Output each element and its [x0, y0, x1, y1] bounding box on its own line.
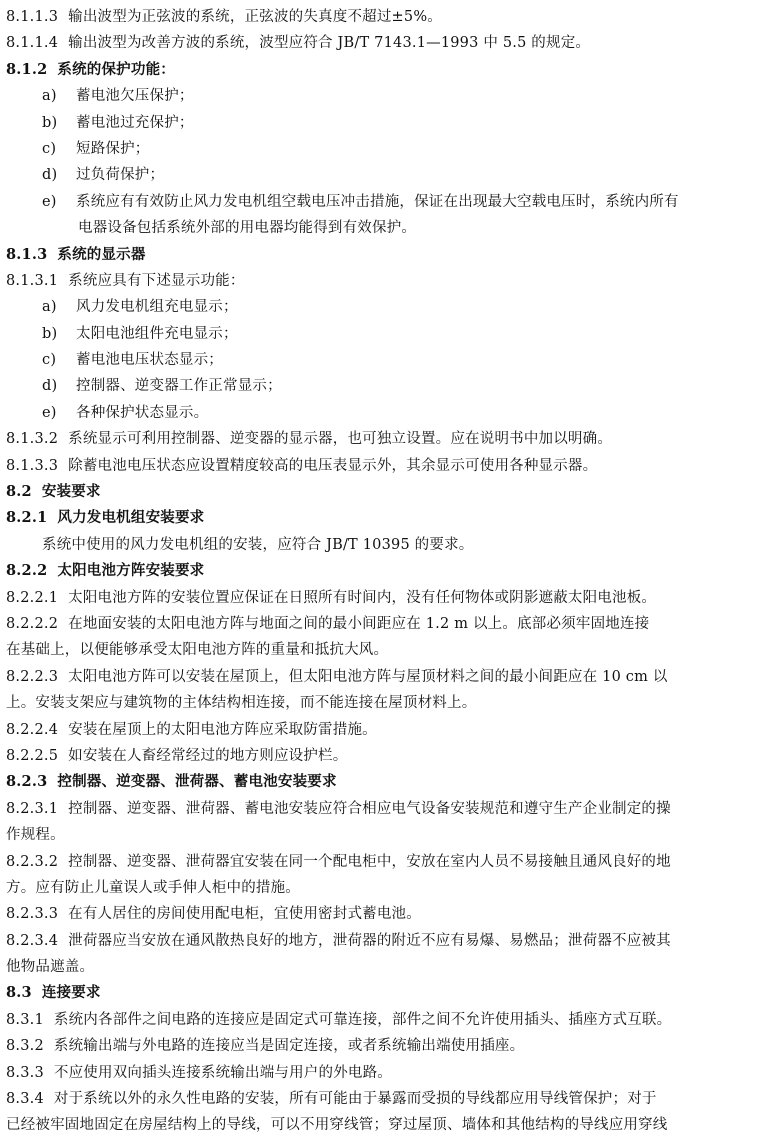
clause-8-2-2-3: [6, 664, 755, 690]
list-text: 过负荷保护；: [76, 167, 165, 184]
clause-text: 太阳电池方阵的安装位置应保证在日照所有时间内，没有任何物体或阴影遮蔽太阳电池板。: [68, 589, 657, 606]
paragraph-text: 系统中使用的风力发电机组的安装，应符合 JB/T 10395 的要求。: [42, 536, 474, 553]
list-item: [6, 83, 755, 109]
clause-number: 8.3.4: [6, 1091, 44, 1108]
clause-8-2-3-4: [6, 928, 755, 954]
list-label: d): [42, 378, 58, 395]
clause-number: 8.3.2: [6, 1038, 44, 1055]
clause-number: 8.2.3: [6, 773, 48, 791]
clause-number: 8.3: [6, 984, 32, 1002]
clause-8-2-3-3: [6, 901, 755, 927]
clause-8-2-3-2: [6, 849, 755, 875]
clause-8-1-1-3: [6, 4, 755, 30]
clause-text: 对于系统以外的永久性电路的安装，所有可能由于暴露而受损的导线都应用导线管保护；对于: [53, 1091, 657, 1108]
clause-text: 安装在屋顶上的太阳电池方阵应采取防雷措施。: [68, 721, 377, 738]
clause-number: 8.2: [6, 483, 32, 501]
clause-8-3-4: [6, 1086, 755, 1112]
clause-8-2-2-2: [6, 611, 755, 637]
clause-number: 8.2.2.3: [6, 668, 59, 685]
continuation-line: [6, 875, 755, 901]
clause-number: 8.2.3.2: [6, 853, 59, 870]
clause-number: 8.1.3.2: [6, 431, 59, 448]
clause-text: 控制器、逆变器、泄荷器、蓄电池安装应符合相应电气设备安装规范和遵守生产企业制定的操: [68, 800, 671, 817]
clause-text: 在地面安装的太阳电池方阵与地面之间的最小间距应在 1.2 m 以上。底部必须牢固地连接: [68, 615, 650, 632]
clause-number: 8.1.3: [6, 245, 48, 263]
list-text: 各种保护状态显示。: [76, 404, 209, 421]
list-label: e): [42, 193, 57, 210]
list-text: 蓄电池电压状态显示；: [76, 352, 223, 369]
list-item: [6, 321, 755, 347]
clause-number: 8.2.3.3: [6, 906, 59, 923]
heading-text: 连接要求: [41, 984, 101, 1002]
list-label: c): [42, 140, 57, 157]
continuation-text: 已经被牢固地固定在房屋结构上的导线，可以不用穿线管；穿过屋顶、墙体和其他结构的导线应用穿线: [6, 1117, 668, 1134]
clause-8-1-3-2: [6, 426, 755, 452]
clause-text: 除蓄电池电压状态应设置精度较高的电压表显示外，其余显示可使用各种显示器。: [68, 457, 598, 474]
heading-text: 风力发电机组安装要求: [57, 509, 205, 527]
heading-8-3: [6, 980, 755, 1006]
clause-text: 太阳电池方阵可以安装在屋顶上，但太阳电池方阵与屋顶材料之间的最小间距应在 10 cm 以: [68, 668, 668, 685]
clause-number: 8.1.2: [6, 60, 48, 78]
clause-number: 8.1.1.4: [6, 35, 59, 52]
list-label: b): [42, 325, 58, 342]
list-text: 短路保护；: [76, 140, 150, 157]
continuation-line: [6, 954, 755, 980]
clause-number: 8.1.3.1: [6, 272, 59, 289]
list-item: [6, 189, 755, 215]
clause-text: 控制器、逆变器、泄荷器宜安装在同一个配电柜中，安放在室内人员不易接触且通风良好的地: [68, 853, 671, 870]
list-label: b): [42, 114, 58, 131]
heading-text: 系统的显示器: [57, 245, 146, 263]
list-text: 太阳电池组件充电显示；: [76, 325, 238, 342]
clause-8-3-2: [6, 1033, 755, 1059]
continuation-line: [6, 637, 755, 663]
clause-8-2-3-1: [6, 796, 755, 822]
list-item: [6, 400, 755, 426]
continuation-text: 在基础上，以便能够承受太阳电池方阵的重量和抵抗大风。: [6, 642, 389, 659]
clause-8-2-2-4: [6, 717, 755, 743]
continuation-line: [6, 822, 755, 848]
clause-number: 8.2.2.5: [6, 747, 59, 764]
clause-8-2-2-1: [6, 585, 755, 611]
continuation-text: 作规程。: [6, 827, 65, 844]
heading-8-1-2: [6, 57, 755, 83]
clause-number: 8.3.3: [6, 1064, 44, 1081]
list-text: 系统应有有效防止风力发电机组空载电压冲击措施，保证在出现最大空载电压时，系统内所有: [76, 193, 679, 210]
clause-number: 8.1.3.3: [6, 457, 59, 474]
heading-text: 安装要求: [41, 483, 101, 501]
clause-number: 8.2.2: [6, 562, 48, 580]
clause-text: 在有人居住的房间使用配电柜，宜使用密封式蓄电池。: [68, 906, 421, 923]
list-item: [6, 136, 755, 162]
clause-number: 8.1.1.3: [6, 9, 59, 25]
heading-8-2-2: [6, 558, 755, 584]
clause-8-3-3: [6, 1060, 755, 1086]
clause-text: 系统输出端与外电路的连接应当是固定连接，或者系统输出端使用插座。: [53, 1038, 525, 1055]
clause-8-2-2-5: [6, 743, 755, 769]
continuation-line: [6, 215, 755, 241]
heading-8-1-3: [6, 242, 755, 268]
list-text: 风力发电机组充电显示；: [76, 299, 238, 316]
list-item: [6, 347, 755, 373]
clause-text: 系统显示可利用控制器、逆变器的显示器，也可独立设置。应在说明书中加以明确。: [68, 431, 613, 448]
clause-text: 如安装在人畜经常经过的地方则应设护栏。: [68, 747, 348, 764]
continuation-text: 他物品遮盖。: [6, 959, 95, 976]
heading-8-2-3: [6, 769, 755, 795]
continuation-text: 方。应有防止儿童误人或手伸人柜中的措施。: [6, 879, 300, 896]
continuation-text: 电器设备包括系统外部的用电器均能得到有效保护。: [78, 220, 417, 237]
heading-text: 控制器、逆变器、泄荷器、蓄电池安装要求: [57, 773, 337, 791]
list-text: 蓄电池欠压保护；: [76, 88, 194, 105]
list-text: 控制器、逆变器工作正常显示；: [76, 378, 282, 395]
continuation-line: [6, 690, 755, 716]
list-item: [6, 373, 755, 399]
clause-8-3-1: [6, 1007, 755, 1033]
clause-text: 系统应具有下述显示功能：: [68, 272, 245, 289]
heading-text: 系统的保护功能：: [57, 60, 175, 78]
list-label: a): [42, 299, 57, 316]
list-item: [6, 294, 755, 320]
continuation-line: [6, 1112, 755, 1138]
list-item: [6, 162, 755, 188]
list-label: a): [42, 88, 57, 105]
clause-number: 8.2.3.1: [6, 800, 59, 817]
clause-text: 系统内各部件之间电路的连接应是固定式可靠连接，部件之间不允许使用插头、插座方式互联。: [53, 1011, 672, 1028]
continuation-text: 上。安装支架应与建筑物的主体结构相连接，而不能连接在屋顶材料上。: [6, 695, 477, 712]
clause-number: 8.2.2.2: [6, 615, 59, 632]
clause-text: 泄荷器应当安放在通风散热良好的地方，泄荷器的附近不应有易爆、易燃品；泄荷器不应被其: [68, 932, 671, 949]
clause-8-1-3-1: [6, 268, 755, 294]
list-item: [6, 110, 755, 136]
heading-8-2-1: [6, 505, 755, 531]
clause-8-1-3-3: [6, 453, 755, 479]
clause-number: 8.2.2.1: [6, 589, 59, 606]
list-text: 蓄电池过充保护；: [76, 114, 194, 131]
clause-number: 8.2.1: [6, 509, 48, 527]
list-label: e): [42, 404, 57, 421]
heading-8-2: [6, 479, 755, 505]
clause-text: 输出波型为正弦波的系统，正弦波的失真度不超过±5%。: [68, 9, 442, 25]
clause-number: 8.2.3.4: [6, 932, 59, 949]
heading-text: 太阳电池方阵安装要求: [57, 562, 205, 580]
clause-text: 不应使用双向插头连接系统输出端与用户的外电路。: [53, 1064, 393, 1081]
list-label: c): [42, 352, 57, 369]
paragraph-line: [6, 532, 755, 558]
clause-number: 8.3.1: [6, 1011, 44, 1028]
clause-8-1-1-4: [6, 30, 755, 56]
clause-text: 输出波型为改善方波的系统，波型应符合 JB/T 7143.1—1993 中 5.5 的规定。: [68, 35, 591, 52]
list-label: d): [42, 167, 58, 184]
clause-number: 8.2.2.4: [6, 721, 59, 738]
